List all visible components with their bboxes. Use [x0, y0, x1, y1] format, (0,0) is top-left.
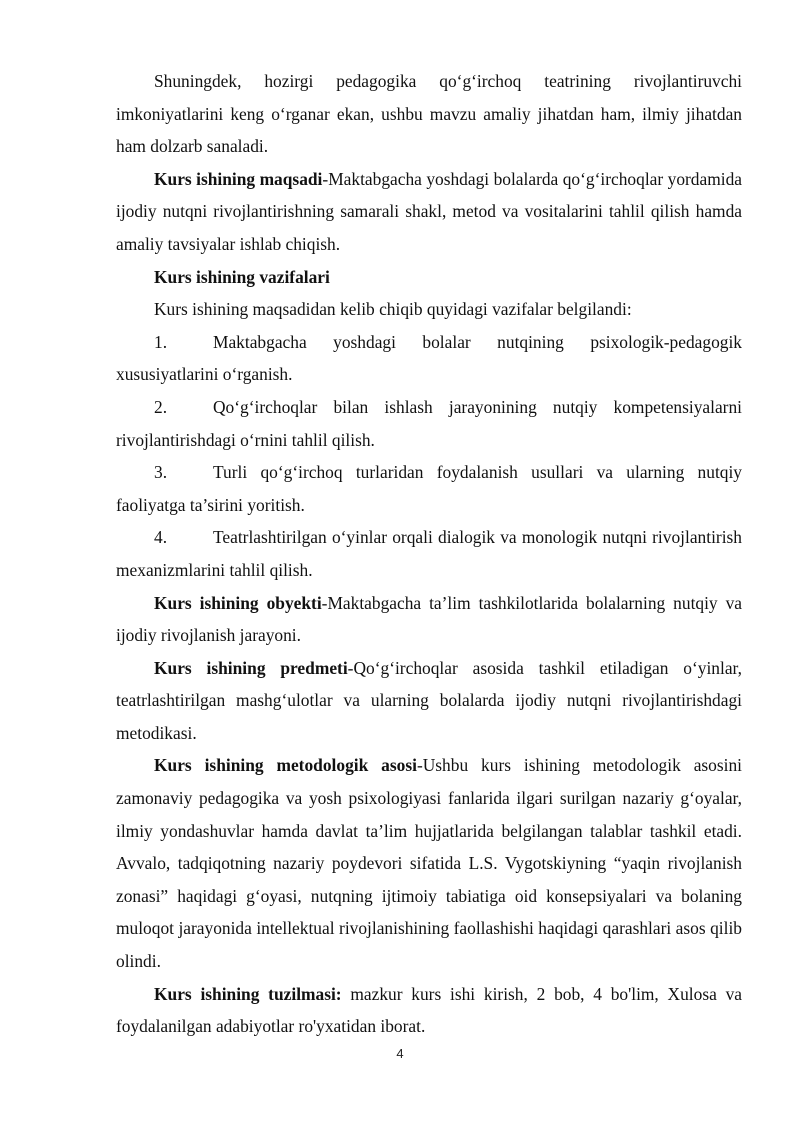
task-number: 1.: [154, 331, 168, 352]
task-item-1: [116, 326, 742, 391]
task-item-2: [116, 391, 742, 456]
page-number: 4: [396, 1046, 404, 1061]
methodology-text: -Ushbu kurs ishining metodologik asosini zamonaviy pedagogika va yosh psixologiyasi fanlarida ilgari surilgan nazariy g‘oyalar, ilmiy yondashuvlar hamda davlat ta’lim hujjatlarida belgilangan talablar tashkil etadi. Avvalo, tadqiqotning nazariy poydevori sifatida L.S. Vygotskiyning “yaqin rivojlanish zonasi” haqidagi g‘oyasi, nutqning ijtimoiy tabiatiga oid konsepsiyalari va bolaning muloqot jarayonida intellektual rivojlanishining faollashishi haqidagi qarashlari asos qilib olindi.: [116, 755, 742, 972]
goal-text: -Maktabgacha yoshdagi bolalarda qo‘g‘irchoqlar yordamida ijodiy nutqni rivojlantirishning samarali shakl, metod va vositalarini tahlil qilish hamda amaliy tavsiyalar ishlab chiqish.: [116, 168, 742, 254]
document-body: [116, 65, 742, 1043]
task-number: 3.: [154, 462, 168, 483]
object-text: -Maktabgacha ta’lim tashkilotlarida bolalarning nutqiy va ijodiy rivojlanish jarayoni.: [116, 592, 742, 646]
task-text: Teatrlashtirilgan o‘yinlar orqali dialogik va monologik nutqni rivojlantirish mexanizmlarini tahlil qilish.: [116, 527, 742, 580]
task-item-4: [116, 521, 742, 586]
task-text: Qo‘g‘irchoqlar bilan ishlash jarayonining nutqiy kompetensiyalarni rivojlantirishdagi o‘rnini tahlil qilish.: [116, 396, 742, 450]
task-text: Turli qo‘g‘irchoq turlaridan foydalanish usullari va ularning nutqiy faoliyatga ta’sirini yoritish.: [116, 462, 742, 515]
task-item-3: [116, 456, 742, 521]
methodology-label: Kurs ishining metodologik asosi: [154, 755, 417, 776]
intro-paragraph: Shuningdek, hozirgi pedagogika qo‘g‘irchoq teatrining rivojlantiruvchi imkoniyatlarini keng o‘rganar ekan, ushbu mavzu amaliy jihatdan ham, ilmiy jihatdan ham dolzarb sanaladi.: [116, 71, 742, 157]
goal-paragraph: [116, 163, 742, 261]
structure-label: Kurs ishining tuzilmasi:: [154, 983, 342, 1004]
task-text: Maktabgacha yoshdagi bolalar nutqining psixologik-pedagogik xususiyatlarini o‘rganish.: [116, 331, 742, 385]
structure-paragraph: [116, 978, 742, 1043]
task-number: 2.: [154, 396, 168, 417]
object-label: Kurs ishining obyekti: [154, 592, 322, 613]
methodology-paragraph: [116, 749, 742, 977]
task-number: 4.: [154, 527, 168, 548]
tasks-heading: Kurs ishining vazifalari: [154, 266, 330, 287]
subject-label: Kurs ishining predmeti: [154, 657, 348, 678]
subject-text: -Qo‘g‘irchoqlar asosida tashkil etiladigan o‘yinlar, teatrlashtirilgan mashg‘ulotlar va ularning bolalarda ijodiy nutqni rivojlantirishdagi metodikasi.: [116, 657, 742, 743]
object-paragraph: [116, 587, 742, 652]
structure-text: mazkur kurs ishi kirish, 2 bob, 4 bo'lim, Xulosa va foydalanilgan adabiyotlar ro'yxatidan iborat.: [116, 983, 742, 1037]
goal-label: Kurs ishining maqsadi: [154, 168, 323, 189]
tasks-intro: Kurs ishining maqsadidan kelib chiqib quyidagi vazifalar belgilandi:: [154, 299, 632, 320]
subject-paragraph: [116, 652, 742, 750]
